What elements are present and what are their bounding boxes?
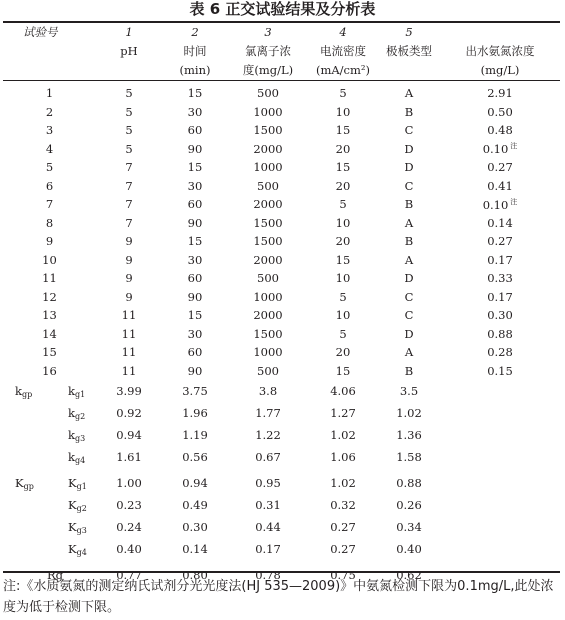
- value-cell: 5: [125, 86, 133, 101]
- value-cell: 1.19: [182, 428, 208, 442]
- value-cell: 0.30: [182, 520, 208, 534]
- level-label-subscript: g1: [76, 481, 87, 491]
- value-cell: 1.02: [330, 476, 356, 490]
- ammonia-value: 2.91: [487, 86, 513, 101]
- value-cell: [440, 306, 560, 325]
- level-label-cell: [58, 538, 96, 560]
- group-label: k: [15, 383, 22, 398]
- analysis-row: [3, 472, 560, 494]
- header-cell: 3: [264, 25, 272, 39]
- value-cell: 30: [187, 326, 203, 341]
- level-label-subscript: g2: [76, 503, 87, 513]
- value-cell: 1500: [253, 326, 283, 341]
- value-cell: 5: [339, 289, 347, 304]
- table-title: 表 6 正交试验结果及分析表: [189, 0, 376, 18]
- value-cell: 0.94: [116, 428, 142, 442]
- value-cell: A: [404, 215, 414, 230]
- table-row: [3, 140, 560, 159]
- value-cell: B: [404, 104, 414, 119]
- value-cell: 1.02: [330, 428, 356, 442]
- value-cell: 0.40: [396, 542, 422, 556]
- level-label-subscript: g2: [74, 411, 86, 421]
- value-cell: 0.44: [255, 520, 281, 534]
- table-row: [3, 158, 560, 177]
- empty-cell: [440, 472, 560, 494]
- value-cell: 30: [187, 252, 203, 267]
- value-cell: [440, 325, 560, 344]
- header-cell: 5: [405, 25, 413, 39]
- level-label: K: [68, 541, 77, 556]
- level-label-cell: [58, 424, 96, 446]
- header-cell: 极板类型: [386, 44, 432, 58]
- value-cell: 60: [187, 197, 203, 212]
- header-cell: [378, 61, 440, 80]
- value-cell: 11: [121, 326, 137, 341]
- table-row: [3, 288, 560, 307]
- ammonia-value: 0.10: [482, 142, 509, 157]
- trial-number-cell: 14: [42, 326, 57, 341]
- ammonia-value: 0.15: [487, 363, 513, 378]
- analysis-row: [3, 380, 560, 402]
- ammonia-value: 0.50: [487, 104, 513, 119]
- value-cell: 0.40: [116, 542, 142, 556]
- value-cell: D: [404, 160, 414, 175]
- value-cell: 5: [125, 123, 133, 138]
- value-cell: 10: [335, 104, 351, 119]
- value-cell: 15: [187, 160, 203, 175]
- header-cell: (mA/cm²): [315, 63, 370, 77]
- value-cell: 20: [335, 345, 351, 360]
- value-cell: 0.80: [182, 568, 208, 582]
- ammonia-value: 0.14: [487, 215, 513, 230]
- level-label-cell: [58, 494, 96, 516]
- value-cell: D: [404, 141, 414, 156]
- value-cell: [440, 177, 560, 196]
- value-cell: [440, 158, 560, 177]
- header-cell: 电流密度: [320, 44, 366, 58]
- value-cell: [440, 362, 560, 381]
- ammonia-value: 0.30: [487, 308, 513, 323]
- value-cell: 1500: [253, 234, 283, 249]
- value-cell: 1.77: [255, 406, 281, 420]
- level-label-subscript: g3: [74, 433, 86, 443]
- empty-cell: [440, 402, 560, 424]
- value-cell: 0.24: [116, 520, 142, 534]
- value-cell: 0.31: [255, 498, 281, 512]
- table-row: [3, 103, 560, 122]
- level-label: k: [68, 383, 75, 398]
- value-cell: 30: [187, 178, 203, 193]
- value-cell: 30: [187, 104, 203, 119]
- value-cell: 1000: [253, 160, 283, 175]
- value-cell: 1000: [253, 345, 283, 360]
- level-label: K: [68, 519, 77, 534]
- value-cell: 1500: [253, 123, 283, 138]
- value-cell: C: [404, 308, 414, 323]
- value-cell: 90: [187, 215, 203, 230]
- value-cell: 0.26: [396, 498, 422, 512]
- value-cell: 7: [125, 178, 133, 193]
- level-label: k: [68, 405, 75, 420]
- value-cell: 1000: [253, 104, 283, 119]
- level-label-subscript: g3: [76, 525, 87, 535]
- value-cell: 10: [335, 215, 351, 230]
- value-cell: 15: [335, 123, 351, 138]
- group-label-cell: [3, 516, 58, 538]
- analysis-row: [3, 494, 560, 516]
- ammonia-value: 0.27: [487, 234, 513, 249]
- level-label: k: [68, 427, 75, 442]
- value-cell: [440, 343, 560, 362]
- value-cell: 15: [335, 160, 351, 175]
- value-cell: 15: [187, 86, 203, 101]
- table-row: [3, 362, 560, 381]
- orthogonal-results-table: [3, 22, 560, 586]
- value-cell: [440, 269, 560, 288]
- analysis-row: [3, 538, 560, 560]
- value-cell: 9: [125, 234, 133, 249]
- ammonia-value: 0.27: [487, 160, 513, 175]
- value-cell: 0.17: [255, 542, 281, 556]
- value-cell: D: [404, 326, 414, 341]
- header-cell: pH: [120, 44, 138, 58]
- ammonia-value: 0.17: [487, 289, 513, 304]
- ammonia-value: 0.17: [487, 252, 513, 267]
- value-cell: 0.88: [396, 476, 422, 490]
- level-label: K: [68, 475, 77, 490]
- group-label-cell: [3, 380, 58, 402]
- ammonia-value: 0.10: [482, 197, 509, 212]
- value-cell: 1.02: [396, 406, 422, 420]
- group-label-cell: [3, 402, 58, 424]
- value-cell: 0.75: [330, 568, 356, 582]
- value-cell: 1500: [253, 215, 283, 230]
- header-row-factors: [3, 22, 560, 42]
- value-cell: 1.58: [396, 450, 422, 464]
- group-label-subscript: gp: [21, 389, 33, 399]
- table-row: [3, 84, 560, 103]
- group-label-cell: [3, 494, 58, 516]
- empty-cell: [440, 446, 560, 468]
- header-cell: [3, 61, 96, 80]
- empty-cell: [440, 380, 560, 402]
- table-row: [3, 306, 560, 325]
- trial-number-cell: 15: [42, 345, 57, 360]
- trial-number-cell: 10: [42, 252, 57, 267]
- value-cell: 1.22: [255, 428, 281, 442]
- empty-cell: [440, 494, 560, 516]
- value-cell: [440, 251, 560, 270]
- value-cell: 0.77: [116, 568, 142, 582]
- header-cell: 试验号: [23, 25, 58, 39]
- value-cell: 0.62: [396, 568, 422, 582]
- value-cell: 20: [335, 178, 351, 193]
- empty-cell: [440, 424, 560, 446]
- level-label-cell: [58, 446, 96, 468]
- header-cell: 时间: [183, 44, 207, 58]
- trial-number-cell: 2: [45, 104, 54, 119]
- value-cell: 0.27: [330, 520, 356, 534]
- level-label-cell: [58, 402, 96, 424]
- table-row: [3, 195, 560, 214]
- value-cell: 0.23: [116, 498, 142, 512]
- trial-number-cell: 3: [45, 123, 54, 138]
- footnote: 注:《水质氨氮的测定纳氏试剂分光光度法(HJ 535—2009)》中氨氮检测下限为0.1mg/L,此处浓度为低于检测下限。: [3, 579, 554, 615]
- value-cell: 0.27: [330, 542, 356, 556]
- header-cell: 氯离子浓: [245, 44, 291, 58]
- table-row: [3, 343, 560, 362]
- value-cell: 0.94: [182, 476, 208, 490]
- table-row: [3, 214, 560, 233]
- value-cell: 15: [187, 234, 203, 249]
- value-cell: 0.92: [116, 406, 142, 420]
- value-cell: B: [404, 234, 414, 249]
- value-cell: C: [404, 289, 414, 304]
- value-cell: 0.95: [255, 476, 281, 490]
- value-cell: 15: [335, 252, 351, 267]
- value-cell: 1.61: [116, 450, 142, 464]
- value-cell: 0.78: [255, 568, 281, 582]
- value-cell: 3.5: [399, 384, 419, 398]
- value-cell: 2000: [253, 252, 283, 267]
- ammonia-value: 0.28: [487, 345, 513, 360]
- level-label: K: [68, 497, 77, 512]
- value-cell: [440, 214, 560, 233]
- group-label-cell: [3, 472, 58, 494]
- trial-number-cell: 6: [45, 178, 54, 193]
- value-cell: 9: [125, 252, 133, 267]
- level-label-cell: [58, 472, 96, 494]
- group-label-cell: [3, 538, 58, 560]
- value-cell: [440, 140, 560, 159]
- value-cell: 7: [125, 215, 133, 230]
- value-cell: 2000: [253, 308, 283, 323]
- value-cell: 5: [125, 141, 133, 156]
- value-cell: 5: [125, 104, 133, 119]
- level-label-subscript: g1: [74, 389, 86, 399]
- group-label-cell: [3, 446, 58, 468]
- value-cell: C: [404, 123, 414, 138]
- value-cell: 60: [187, 123, 203, 138]
- footnote-marker: 注: [510, 142, 518, 151]
- empty-cell: [440, 516, 560, 538]
- header-cell: (mg/L): [480, 63, 520, 77]
- analysis-row: [3, 516, 560, 538]
- value-cell: 0.56: [182, 450, 208, 464]
- value-cell: 4.06: [330, 384, 356, 398]
- value-cell: [440, 84, 560, 103]
- value-cell: 10: [335, 271, 351, 286]
- value-cell: 90: [187, 363, 203, 378]
- trial-number-cell: 8: [45, 215, 54, 230]
- value-cell: 90: [187, 141, 203, 156]
- value-cell: 15: [187, 308, 203, 323]
- ammonia-value: 0.41: [487, 178, 513, 193]
- header-cell: 1: [125, 25, 133, 39]
- value-cell: 3.99: [116, 384, 142, 398]
- value-cell: 0.67: [255, 450, 281, 464]
- value-cell: 5: [339, 86, 347, 101]
- value-cell: 60: [187, 345, 203, 360]
- table-row: [3, 177, 560, 196]
- value-cell: 9: [125, 289, 133, 304]
- value-cell: [440, 232, 560, 251]
- table-row: [3, 325, 560, 344]
- value-cell: 500: [257, 178, 279, 193]
- header-cell: [96, 61, 162, 80]
- trial-number-cell: 13: [42, 308, 57, 323]
- group-label: K: [15, 475, 24, 490]
- value-cell: 1.96: [182, 406, 208, 420]
- ammonia-value: 0.48: [487, 123, 513, 138]
- trial-number-cell: 12: [42, 289, 57, 304]
- value-cell: 11: [121, 308, 137, 323]
- trial-number-cell: 16: [42, 363, 57, 378]
- value-cell: 2000: [253, 197, 283, 212]
- value-cell: 60: [187, 271, 203, 286]
- value-cell: D: [404, 271, 414, 286]
- ammonia-value: 0.33: [487, 271, 513, 286]
- value-cell: 20: [335, 141, 351, 156]
- table-row: [3, 121, 560, 140]
- value-cell: 2000: [253, 141, 283, 156]
- value-cell: 1.00: [116, 476, 142, 490]
- trial-number-cell: 5: [45, 160, 54, 175]
- value-cell: A: [404, 252, 414, 267]
- rg-label: Rg: [47, 568, 64, 582]
- header-cell: (min): [179, 63, 211, 77]
- header-cell: 度(mg/L): [242, 63, 294, 77]
- value-cell: [440, 195, 560, 214]
- value-cell: 10: [335, 308, 351, 323]
- analysis-row: [3, 424, 560, 446]
- value-cell: 7: [125, 160, 133, 175]
- level-label-subscript: g4: [74, 455, 86, 465]
- value-cell: 3.8: [258, 384, 278, 398]
- value-cell: 500: [257, 363, 279, 378]
- trial-number-cell: 4: [45, 141, 54, 156]
- value-cell: 5: [339, 197, 347, 212]
- value-cell: 90: [187, 289, 203, 304]
- value-cell: A: [404, 345, 414, 360]
- empty-cell: [440, 538, 560, 560]
- value-cell: 20: [335, 234, 351, 249]
- group-label-subscript: gp: [23, 481, 34, 491]
- header-cell: 出水氨氮浓度: [465, 44, 535, 58]
- analysis-row: [3, 446, 560, 468]
- header-row-names: [3, 42, 560, 61]
- value-cell: 15: [335, 363, 351, 378]
- value-cell: 1000: [253, 289, 283, 304]
- value-cell: B: [404, 363, 414, 378]
- level-label-cell: [58, 516, 96, 538]
- value-cell: 1.36: [396, 428, 422, 442]
- value-cell: 0.49: [182, 498, 208, 512]
- level-label: k: [68, 449, 75, 464]
- trial-number-cell: 7: [45, 197, 54, 212]
- value-cell: A: [404, 86, 414, 101]
- value-cell: 0.14: [182, 542, 208, 556]
- trial-number-cell: 9: [45, 234, 54, 249]
- level-label-cell: [58, 380, 96, 402]
- trial-number-cell: 1: [45, 86, 54, 101]
- value-cell: 7: [125, 197, 133, 212]
- footnote-marker: 注: [510, 197, 518, 206]
- value-cell: 11: [121, 363, 137, 378]
- ammonia-value: 0.88: [487, 326, 513, 341]
- header-cell: 4: [339, 25, 347, 39]
- value-cell: [440, 121, 560, 140]
- header-cell: [440, 22, 560, 42]
- value-cell: 1.06: [330, 450, 356, 464]
- group-label-cell: [3, 424, 58, 446]
- value-cell: 11: [121, 345, 137, 360]
- value-cell: 3.75: [182, 384, 208, 398]
- value-cell: [440, 288, 560, 307]
- trial-number-cell: 11: [42, 271, 57, 286]
- header-row-units: [3, 61, 560, 80]
- value-cell: B: [404, 197, 414, 212]
- value-cell: 500: [257, 86, 279, 101]
- value-cell: [440, 103, 560, 122]
- level-label-subscript: g4: [76, 547, 87, 557]
- value-cell: 5: [339, 326, 347, 341]
- table-row: [3, 269, 560, 288]
- value-cell: C: [404, 178, 414, 193]
- value-cell: 500: [257, 271, 279, 286]
- header-cell: 2: [191, 25, 199, 39]
- value-cell: 0.32: [330, 498, 356, 512]
- value-cell: 9: [125, 271, 133, 286]
- analysis-row: [3, 402, 560, 424]
- table-row: [3, 232, 560, 251]
- table-row: [3, 251, 560, 270]
- value-cell: 0.34: [396, 520, 422, 534]
- header-cell: [3, 42, 96, 61]
- value-cell: 1.27: [330, 406, 356, 420]
